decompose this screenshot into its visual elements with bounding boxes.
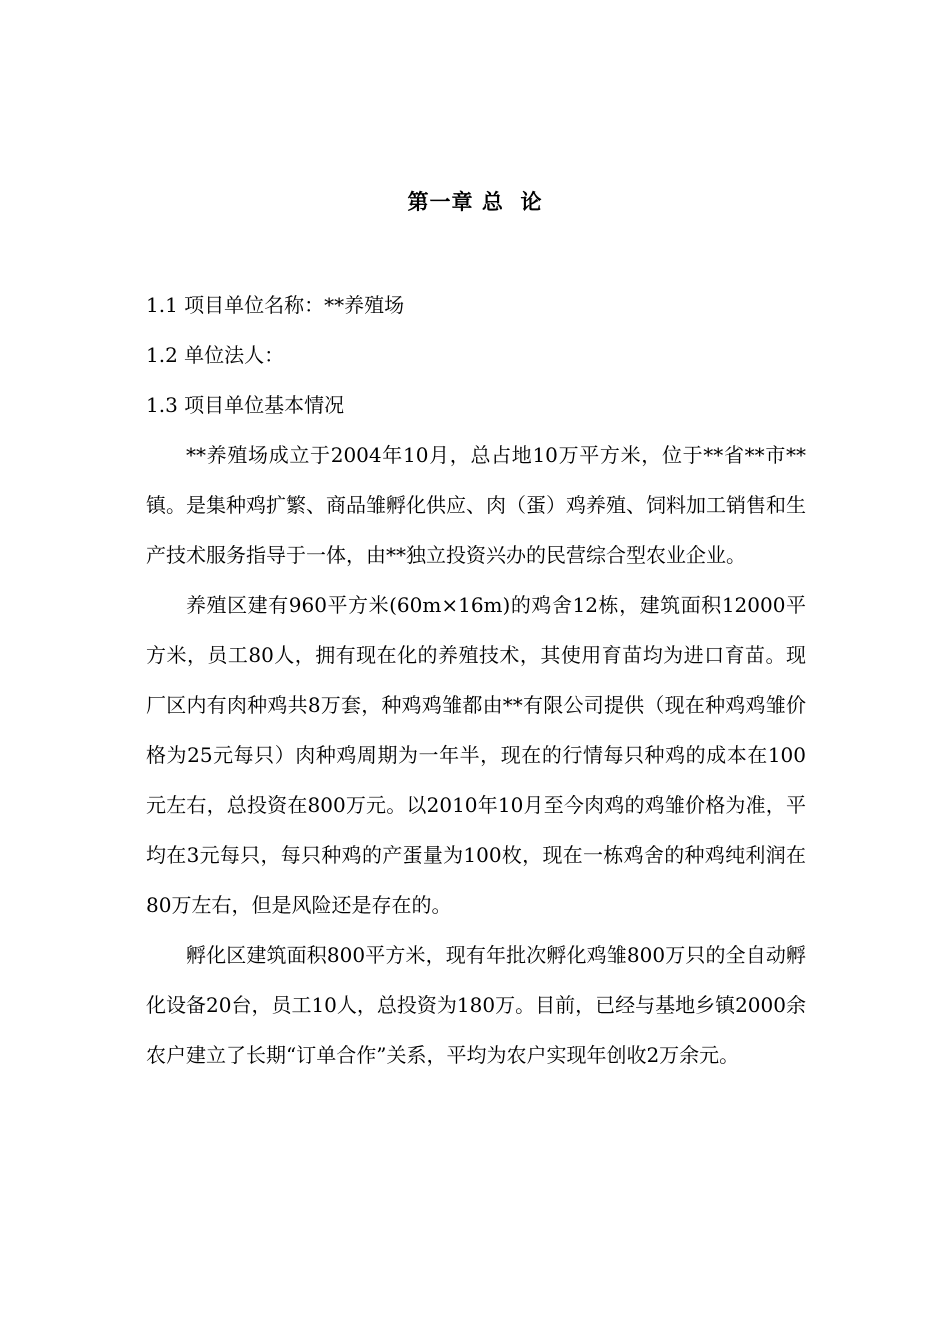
paragraph-breeding-area: 养殖区建有960平方米(60m×16m)的鸡舍12栋，建筑面积12000平方米，员工80人，拥有现在化的养殖技术，其使用育苗均为进口育苗。现厂区内有肉种鸡共8万套，种鸡鸡雏都由**有限公司提供（现在种鸡鸡雏价格为25元每只）肉种鸡周期为一年半，现在的行情每只种鸡的成本在100元左右，总投资在800万元。以2010年10月至今肉鸡的鸡雏价格为准，平均在3元每只，每只种鸡的产蛋量为100枚，现在一栋鸡舍的种鸡纯利润在80万左右，但是风险还是存在的。: [146, 593, 806, 917]
chapter-title: 第一章 总 论: [407, 189, 543, 214]
section-heading-1-3: 1.3 项目单位基本情况: [146, 393, 345, 417]
paragraph-company-overview: **养殖场成立于2004年10月，总占地10万平方米，位于**省**市**镇。是集种鸡扩繁、商品雏孵化供应、肉（蛋）鸡养殖、饲料加工销售和生产技术服务指导于一体，由**独立投资兴办的民营综合型农业企业。: [146, 443, 806, 567]
document-body: [146, 280, 806, 1080]
section-heading-1-1: 1.1 项目单位名称：**养殖场: [146, 293, 405, 317]
section-heading-1-2: 1.2 单位法人：: [146, 343, 285, 367]
paragraph-hatching-area: 孵化区建筑面积800平方米，现有年批次孵化鸡雏800万只的全自动孵化设备20台，员工10人，总投资为180万。目前，已经与基地乡镇2000余农户建立了长期“订单合作”关系，平均为农户实现年创收2万余元。: [146, 943, 806, 1067]
